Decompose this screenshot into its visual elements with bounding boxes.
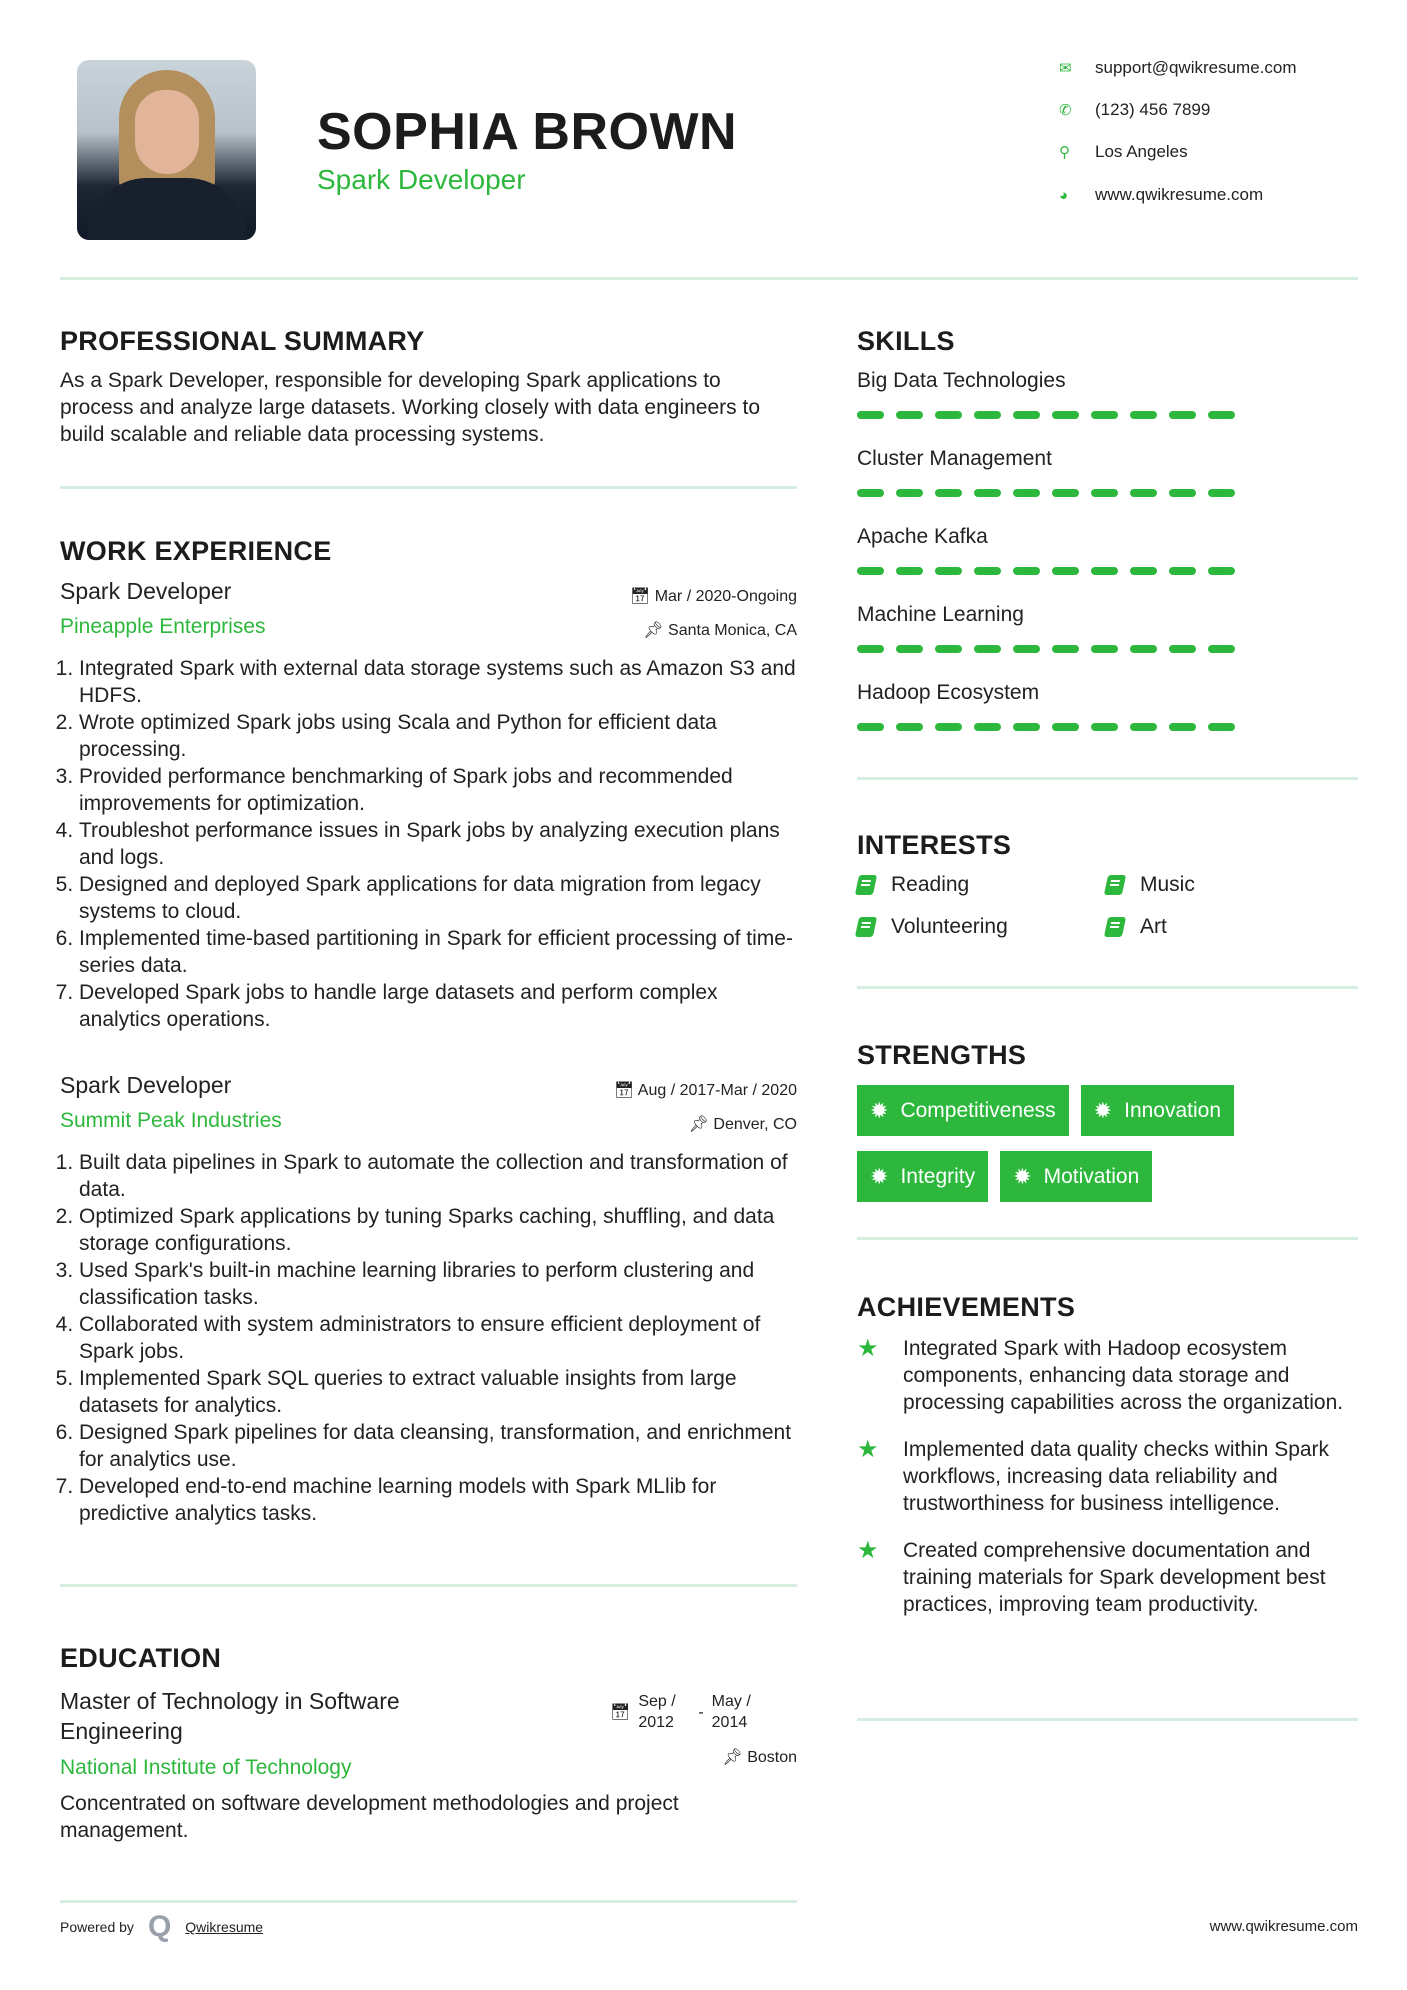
divider bbox=[857, 1237, 1358, 1240]
skill-level-dash bbox=[1091, 645, 1118, 653]
qwikresume-link[interactable]: Qwikresume bbox=[185, 1919, 264, 1935]
badge-icon: ✹ bbox=[1013, 1163, 1032, 1189]
skill-level-dash bbox=[857, 489, 884, 497]
badge-icon: ✹ bbox=[870, 1097, 889, 1123]
list-item: 6. Designed Spark pipelines for data cleansing, transformation, and enrichment for analytics use. bbox=[79, 1419, 797, 1473]
skill-level-dash bbox=[1169, 645, 1196, 653]
list-item: 5. Implemented Spark SQL queries to extract valuable insights from large datasets for analytics. bbox=[79, 1365, 797, 1419]
profile-photo bbox=[77, 60, 256, 240]
company-name: Summit Peak Industries bbox=[60, 1109, 282, 1132]
job-title: Spark Developer bbox=[60, 578, 232, 604]
skill-name: Apache Kafka bbox=[857, 525, 988, 548]
section-heading: EDUCATION bbox=[60, 1643, 222, 1673]
contact-text: Los Angeles bbox=[1095, 142, 1188, 161]
divider bbox=[60, 486, 797, 489]
skill-level-dash bbox=[1091, 567, 1118, 575]
skill-item bbox=[857, 367, 1358, 419]
contact-text: support@qwikresume.com bbox=[1095, 58, 1297, 77]
interest-label: Reading bbox=[891, 873, 970, 896]
section-heading: STRENGTHS bbox=[857, 1040, 1027, 1070]
end-month: May / bbox=[711, 1693, 751, 1710]
phone-icon: ✆ bbox=[1059, 102, 1072, 119]
skill-level-dash bbox=[1130, 645, 1157, 653]
skill-level-dash bbox=[1052, 645, 1079, 653]
job-entry bbox=[60, 1072, 797, 1527]
skill-level-dash bbox=[1169, 723, 1196, 731]
skill-level-bar bbox=[857, 567, 1358, 575]
skill-level-dash bbox=[1013, 489, 1040, 497]
section-heading: INTERESTS bbox=[857, 830, 1012, 860]
powered-by bbox=[60, 1903, 263, 1951]
divider bbox=[60, 1584, 797, 1587]
skill-name: Cluster Management bbox=[857, 447, 1052, 470]
interests-section bbox=[857, 830, 1358, 939]
skills-section bbox=[857, 326, 1358, 757]
candidate-name: SOPHIA BROWN bbox=[317, 103, 738, 161]
company-name: Pineapple Enterprises bbox=[60, 615, 266, 638]
list-item: 1. Integrated Spark with external data storage systems such as Amazon S3 and HDFS. bbox=[79, 655, 797, 709]
location-text: Santa Monica, CA bbox=[668, 622, 797, 639]
start-year: 2012 bbox=[638, 1714, 674, 1731]
skill-level-dash bbox=[1130, 489, 1157, 497]
strength-label: Innovation bbox=[1124, 1098, 1222, 1122]
strength-badge bbox=[857, 1085, 1069, 1136]
achievements-section bbox=[857, 1292, 1358, 1638]
job-location bbox=[643, 620, 797, 640]
strength-badge bbox=[857, 1151, 988, 1202]
skill-level-dash bbox=[896, 489, 923, 497]
skill-level-dash bbox=[1208, 489, 1235, 497]
strength-label: Integrity bbox=[900, 1164, 976, 1188]
skill-level-dash bbox=[974, 411, 1001, 419]
powered-by-label: Powered by bbox=[60, 1919, 134, 1935]
skill-level-dash bbox=[1013, 411, 1040, 419]
list-item: 7. Developed Spark jobs to handle large datasets and perform complex analytics operations. bbox=[79, 979, 797, 1033]
skill-level-dash bbox=[1130, 567, 1157, 575]
job-entry bbox=[60, 578, 797, 1033]
job-date bbox=[614, 1080, 797, 1100]
skill-item bbox=[857, 445, 1358, 497]
divider bbox=[857, 1718, 1358, 1721]
calendar-icon: 📅︎ bbox=[610, 1703, 631, 1721]
list-item: 5. Designed and deployed Spark applications for data migration from legacy systems to cloud. bbox=[79, 871, 797, 925]
contact-phone bbox=[1059, 100, 1210, 120]
header-divider bbox=[60, 277, 1358, 280]
job-duties bbox=[60, 1149, 797, 1527]
end-date bbox=[712, 1691, 751, 1733]
skill-level-dash bbox=[896, 567, 923, 575]
start-month: Sep / bbox=[638, 1693, 676, 1710]
skill-name: Hadoop Ecosystem bbox=[857, 681, 1040, 704]
skill-level-dash bbox=[974, 723, 1001, 731]
job-title: Spark Developer bbox=[60, 1072, 232, 1098]
skill-level-dash bbox=[1052, 567, 1079, 575]
section-heading: PROFESSIONAL SUMMARY bbox=[60, 326, 425, 356]
location-text: Boston bbox=[747, 1749, 797, 1766]
date-text: Aug / 2017-Mar / 2020 bbox=[637, 1082, 797, 1099]
skill-level-dash bbox=[1169, 489, 1196, 497]
skill-level-dash bbox=[1130, 723, 1157, 731]
strength-label: Motivation bbox=[1043, 1164, 1140, 1188]
contact-text: (123) 456 7899 bbox=[1095, 100, 1211, 119]
job-duties bbox=[60, 655, 797, 1033]
skill-item bbox=[857, 523, 1358, 575]
calendar-icon: 📅︎ bbox=[629, 588, 655, 605]
location-text: Denver, CO bbox=[713, 1116, 797, 1133]
job-location bbox=[689, 1114, 797, 1134]
skill-level-dash bbox=[1169, 567, 1196, 575]
skill-name: Big Data Technologies bbox=[857, 369, 1066, 392]
skill-level-dash bbox=[1130, 411, 1157, 419]
experience-section bbox=[60, 536, 797, 567]
globe-icon: ◕ bbox=[1059, 186, 1069, 204]
list-item: 2. Optimized Spark applications by tuning Sparks caching, shuffling, and data storage configurations. bbox=[79, 1203, 797, 1257]
contact-location bbox=[1059, 142, 1188, 162]
contact-text: www.qwikresume.com bbox=[1095, 185, 1264, 204]
date-text: Mar / 2020-Ongoing bbox=[654, 588, 797, 605]
skill-level-dash bbox=[1091, 723, 1118, 731]
achievement-text: Created comprehensive documentation and training materials for Spark development best practices, improving team productivity. bbox=[903, 1539, 1326, 1616]
book-icon bbox=[855, 917, 877, 937]
skill-level-dash bbox=[1052, 723, 1079, 731]
contact-website[interactable] bbox=[1059, 185, 1263, 205]
list-item: 2. Wrote optimized Spark jobs using Scala and Python for efficient data processing. bbox=[79, 709, 797, 763]
list-item: 3. Used Spark's built-in machine learning libraries to perform clustering and classification tasks. bbox=[79, 1257, 797, 1311]
strength-badge bbox=[1081, 1085, 1234, 1136]
achievement-item bbox=[857, 1436, 1358, 1517]
skill-level-dash bbox=[896, 411, 923, 419]
skill-level-dash bbox=[935, 489, 962, 497]
section-heading: SKILLS bbox=[857, 326, 955, 356]
badge-icon: ✹ bbox=[1093, 1097, 1113, 1123]
list-item: 1. Built data pipelines in Spark to automate the collection and transformation of data. bbox=[79, 1149, 797, 1203]
skill-item bbox=[857, 601, 1358, 653]
skill-level-dash bbox=[935, 723, 962, 731]
achievement-item bbox=[857, 1335, 1358, 1416]
summary-section bbox=[60, 326, 797, 448]
skill-level-dash bbox=[1052, 411, 1079, 419]
skill-level-bar bbox=[857, 723, 1358, 731]
strengths-section bbox=[857, 1040, 1358, 1202]
badge-icon: ✹ bbox=[870, 1163, 889, 1189]
skill-level-dash bbox=[857, 411, 884, 419]
footer-url[interactable]: www.qwikresume.com bbox=[1209, 1918, 1358, 1935]
skill-level-bar bbox=[857, 489, 1358, 497]
mail-icon: ✉ bbox=[1059, 60, 1072, 77]
pin-icon: 📌︎ bbox=[643, 622, 669, 639]
skill-level-dash bbox=[1013, 645, 1040, 653]
divider bbox=[857, 777, 1358, 780]
skill-level-dash bbox=[974, 567, 1001, 575]
education-description: Concentrated on software development methodologies and project management. bbox=[60, 1792, 679, 1842]
skill-level-dash bbox=[974, 489, 1001, 497]
map-pin-icon: ⚲ bbox=[1059, 144, 1070, 161]
summary-text: As a Spark Developer, responsible for developing Spark applications to process and analyze large datasets. Working closely with data engineers to build scalable and reliable data processing systems. bbox=[60, 369, 761, 446]
skill-level-dash bbox=[1013, 567, 1040, 575]
end-year: 2014 bbox=[711, 1714, 748, 1731]
skill-level-dash bbox=[935, 645, 962, 653]
interest-label: Art bbox=[1140, 915, 1167, 938]
calendar-icon: 📅︎ bbox=[613, 1082, 638, 1099]
list-item: 7. Developed end-to-end machine learning models with Spark MLlib for predictive analytics tasks. bbox=[79, 1473, 797, 1527]
skill-level-dash bbox=[857, 567, 884, 575]
skill-level-dash bbox=[1091, 489, 1118, 497]
star-icon: ★ bbox=[857, 1436, 879, 1463]
skill-level-dash bbox=[1208, 645, 1235, 653]
date-separator: - bbox=[698, 1703, 704, 1721]
skill-level-dash bbox=[974, 645, 1001, 653]
section-heading: WORK EXPERIENCE bbox=[60, 536, 332, 566]
education-section bbox=[60, 1643, 797, 1844]
skill-level-dash bbox=[857, 645, 884, 653]
degree-title: Master of Technology in Software Engineering bbox=[60, 1688, 400, 1744]
achievement-text: Integrated Spark with Hadoop ecosystem components, enhancing data storage and processing capabilities across the organization. bbox=[903, 1337, 1344, 1414]
skill-level-dash bbox=[1169, 411, 1196, 419]
interest-item bbox=[857, 873, 1106, 897]
divider bbox=[857, 986, 1358, 989]
skill-level-dash bbox=[1208, 411, 1235, 419]
list-item: 4. Troubleshot performance issues in Spark jobs by analyzing execution plans and logs. bbox=[79, 817, 797, 871]
skill-level-dash bbox=[857, 723, 884, 731]
star-icon: ★ bbox=[857, 1537, 879, 1564]
list-item: 3. Provided performance benchmarking of Spark jobs and recommended improvements for optimization. bbox=[79, 763, 797, 817]
interest-item bbox=[857, 915, 1106, 939]
skill-level-dash bbox=[1208, 723, 1235, 731]
strength-badge bbox=[1000, 1151, 1152, 1202]
job-date bbox=[630, 586, 797, 606]
education-date bbox=[610, 1691, 751, 1733]
strength-label: Competitiveness bbox=[900, 1098, 1056, 1122]
skill-level-dash bbox=[896, 723, 923, 731]
skill-item bbox=[857, 679, 1358, 731]
qwikresume-logo-icon: Q bbox=[147, 1910, 172, 1943]
interest-item bbox=[1106, 873, 1306, 897]
skill-level-bar bbox=[857, 645, 1358, 653]
book-icon bbox=[1104, 875, 1126, 895]
skill-level-dash bbox=[1091, 411, 1118, 419]
skill-level-dash bbox=[1208, 567, 1235, 575]
pin-icon: 📌︎ bbox=[688, 1116, 714, 1133]
book-icon bbox=[1104, 917, 1126, 937]
interest-item bbox=[1106, 915, 1306, 939]
list-item: 6. Implemented time-based partitioning in Spark for efficient processing of time-series data. bbox=[79, 925, 797, 979]
candidate-role: Spark Developer bbox=[317, 164, 526, 195]
skill-level-dash bbox=[896, 645, 923, 653]
pin-icon: 📌︎ bbox=[722, 1749, 748, 1766]
interest-label: Music bbox=[1140, 873, 1195, 896]
school-name: National Institute of Technology bbox=[60, 1756, 352, 1779]
achievement-item bbox=[857, 1537, 1358, 1618]
star-icon: ★ bbox=[857, 1335, 879, 1362]
interest-label: Volunteering bbox=[891, 915, 1008, 938]
start-date bbox=[638, 1691, 690, 1733]
list-item: 4. Collaborated with system administrators to ensure efficient deployment of Spark jobs. bbox=[79, 1311, 797, 1365]
skill-level-dash bbox=[1052, 489, 1079, 497]
skill-level-dash bbox=[935, 411, 962, 419]
skill-level-dash bbox=[1013, 723, 1040, 731]
skill-level-dash bbox=[935, 567, 962, 575]
book-icon bbox=[855, 875, 877, 895]
skill-name: Machine Learning bbox=[857, 603, 1024, 626]
education-location bbox=[722, 1747, 797, 1767]
achievement-text: Implemented data quality checks within Spark workflows, increasing data reliability and trustworthiness for business intelligence. bbox=[903, 1438, 1330, 1515]
skill-level-bar bbox=[857, 411, 1358, 419]
contact-email[interactable] bbox=[1059, 58, 1297, 78]
section-heading: ACHIEVEMENTS bbox=[857, 1292, 1076, 1322]
